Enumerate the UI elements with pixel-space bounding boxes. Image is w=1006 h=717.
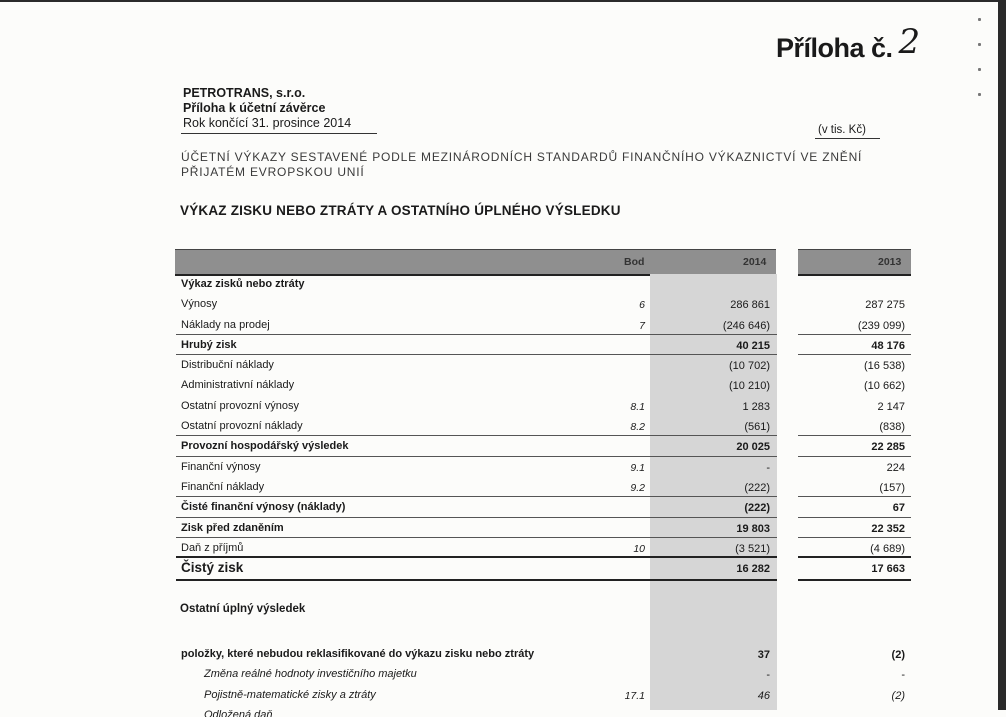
row-value-2013: (2) <box>891 649 905 661</box>
table-header-comparative <box>798 249 911 276</box>
row-label: Ostatní provozní výnosy <box>181 399 299 412</box>
row-value-2013: (157) <box>879 481 905 494</box>
oci-table <box>176 644 911 717</box>
oci-title: Ostatní úplný výsledek <box>180 603 306 615</box>
table-row <box>176 497 911 517</box>
row-note: 8.2 <box>630 421 645 434</box>
row-value-2014: 16 282 <box>736 563 770 576</box>
row-label: Výnosy <box>181 298 218 311</box>
row-label: Čistý zisk <box>181 560 244 576</box>
unit-label: (v tis. Kč) <box>818 124 866 136</box>
table-header-main <box>175 249 776 276</box>
annex-heading <box>776 22 920 66</box>
row-value-2014: (222) <box>744 502 770 515</box>
row-value-2014: 19 803 <box>736 522 770 535</box>
row-note: 17.1 <box>624 689 645 702</box>
table-row <box>176 457 911 477</box>
row-value-2013: 224 <box>886 461 905 474</box>
row-value-2014: 37 <box>757 649 770 661</box>
table-row <box>176 375 911 395</box>
row-value-2014: (10 210) <box>729 380 770 393</box>
col-header-2014: 2014 <box>743 256 767 268</box>
row-value-2014: 20 025 <box>736 441 770 454</box>
income-statement-table <box>176 274 911 581</box>
row-label: Změna reálné hodnoty investičního majetku <box>204 668 417 681</box>
row-value-2014: 1 283 <box>742 400 770 413</box>
table-row <box>176 436 911 456</box>
row-value-2013: 287 275 <box>865 299 905 312</box>
row-note: 10 <box>633 542 645 555</box>
table-row <box>176 705 911 717</box>
row-value-2014: (561) <box>744 421 770 434</box>
row-note: 8.1 <box>630 400 645 413</box>
table-row <box>176 664 911 684</box>
row-value-2014: 40 215 <box>736 339 770 352</box>
row-value-2013: (838) <box>879 421 905 434</box>
row-value-2014: (10 702) <box>729 360 770 373</box>
row-value-2014: - <box>766 461 770 474</box>
col-header-note: Bod <box>624 256 645 268</box>
row-label: Finanční náklady <box>181 480 265 493</box>
table-row-net-profit <box>176 558 911 581</box>
scan-top-edge <box>0 0 1006 2</box>
row-value-2014: - <box>766 669 770 682</box>
row-value-2014: (3 521) <box>735 542 770 555</box>
row-label: Pojistně-matematické zisky a ztráty <box>204 688 376 701</box>
row-value-2013: 17 663 <box>871 563 905 576</box>
row-label: Čisté finanční výnosy (náklady) <box>181 501 346 514</box>
row-value-2013: 2 147 <box>877 400 905 413</box>
row-value-2014: (246 646) <box>722 319 770 332</box>
row-note: 9.2 <box>630 481 645 494</box>
company-block <box>183 86 351 131</box>
annex-number-handwritten: 2 <box>898 22 920 62</box>
row-label: Distribuční náklady <box>181 359 274 372</box>
table-row <box>176 294 911 314</box>
row-label: Finanční výnosy <box>181 460 261 473</box>
col-header-2013: 2013 <box>878 256 902 268</box>
row-value-2013: (16 538) <box>864 360 905 373</box>
row-note: 9.1 <box>630 461 645 474</box>
row-note: 7 <box>639 319 645 332</box>
table-row <box>176 335 911 355</box>
table-row <box>176 315 911 335</box>
table-row <box>176 538 911 558</box>
row-label: Daň z příjmů <box>181 541 244 554</box>
row-value-2014: 46 <box>757 689 770 702</box>
document-name: Příloha k účetní závěrce <box>183 101 326 115</box>
table-row <box>176 396 911 416</box>
row-value-2014: (222) <box>744 481 770 494</box>
statement-basis: ÚČETNÍ VÝKAZY SESTAVENÉ PODLE MEZINÁRODNÍCH STANDARDŮ FINANČNÍHO VÝKAZNICTVÍ VE ZNĚNÍ PŘIJATÉM EVROPSKOU UNIÍ <box>181 150 863 179</box>
row-value-2014: 286 861 <box>730 299 770 312</box>
row-value-2013: (239 099) <box>857 319 905 332</box>
scan-right-edge <box>998 0 1006 710</box>
row-value-2013: 22 285 <box>871 441 905 454</box>
unit-underline <box>815 138 880 139</box>
row-value-2013: 67 <box>892 502 905 515</box>
row-value-2013: - <box>901 669 905 682</box>
row-note: 6 <box>639 299 645 312</box>
table-row <box>176 416 911 436</box>
annex-label: Příloha č. <box>776 33 893 63</box>
row-value-2013: (4 689) <box>870 542 905 555</box>
row-value-2013: 48 176 <box>871 339 905 352</box>
row-label: položky, které nebudou reklasifikované do výkazu zisku nebo ztráty <box>181 648 535 660</box>
row-label: Náklady na prodej <box>181 318 270 331</box>
row-label: Administrativní náklady <box>181 379 295 392</box>
row-label: Zisk před zdaněním <box>181 521 284 534</box>
year-end: Rok končící 31. prosince 2014 <box>183 116 352 130</box>
table-row <box>176 644 911 664</box>
row-label: Odložená daň <box>204 708 273 717</box>
row-value-2013: (2) <box>891 689 905 702</box>
row-value-2013: (10 662) <box>864 380 905 393</box>
table-row <box>176 685 911 705</box>
company-underline <box>181 133 377 134</box>
row-label: Výkaz zisků nebo ztráty <box>181 278 305 290</box>
company-name: PETROTRANS, s.r.o. <box>183 86 306 100</box>
row-label: Ostatní provozní náklady <box>181 420 303 433</box>
table-row <box>176 274 911 294</box>
row-value-2013: 22 352 <box>871 522 905 535</box>
table-row <box>176 518 911 538</box>
table-row <box>176 477 911 497</box>
row-label: Hrubý zisk <box>181 338 237 351</box>
scan-margin-marks <box>978 18 984 118</box>
statement-title: VÝKAZ ZISKU NEBO ZTRÁTY A OSTATNÍHO ÚPLNÉHO VÝSLEDKU <box>180 203 621 218</box>
table-row <box>176 355 911 375</box>
row-label: Provozní hospodářský výsledek <box>181 440 349 453</box>
